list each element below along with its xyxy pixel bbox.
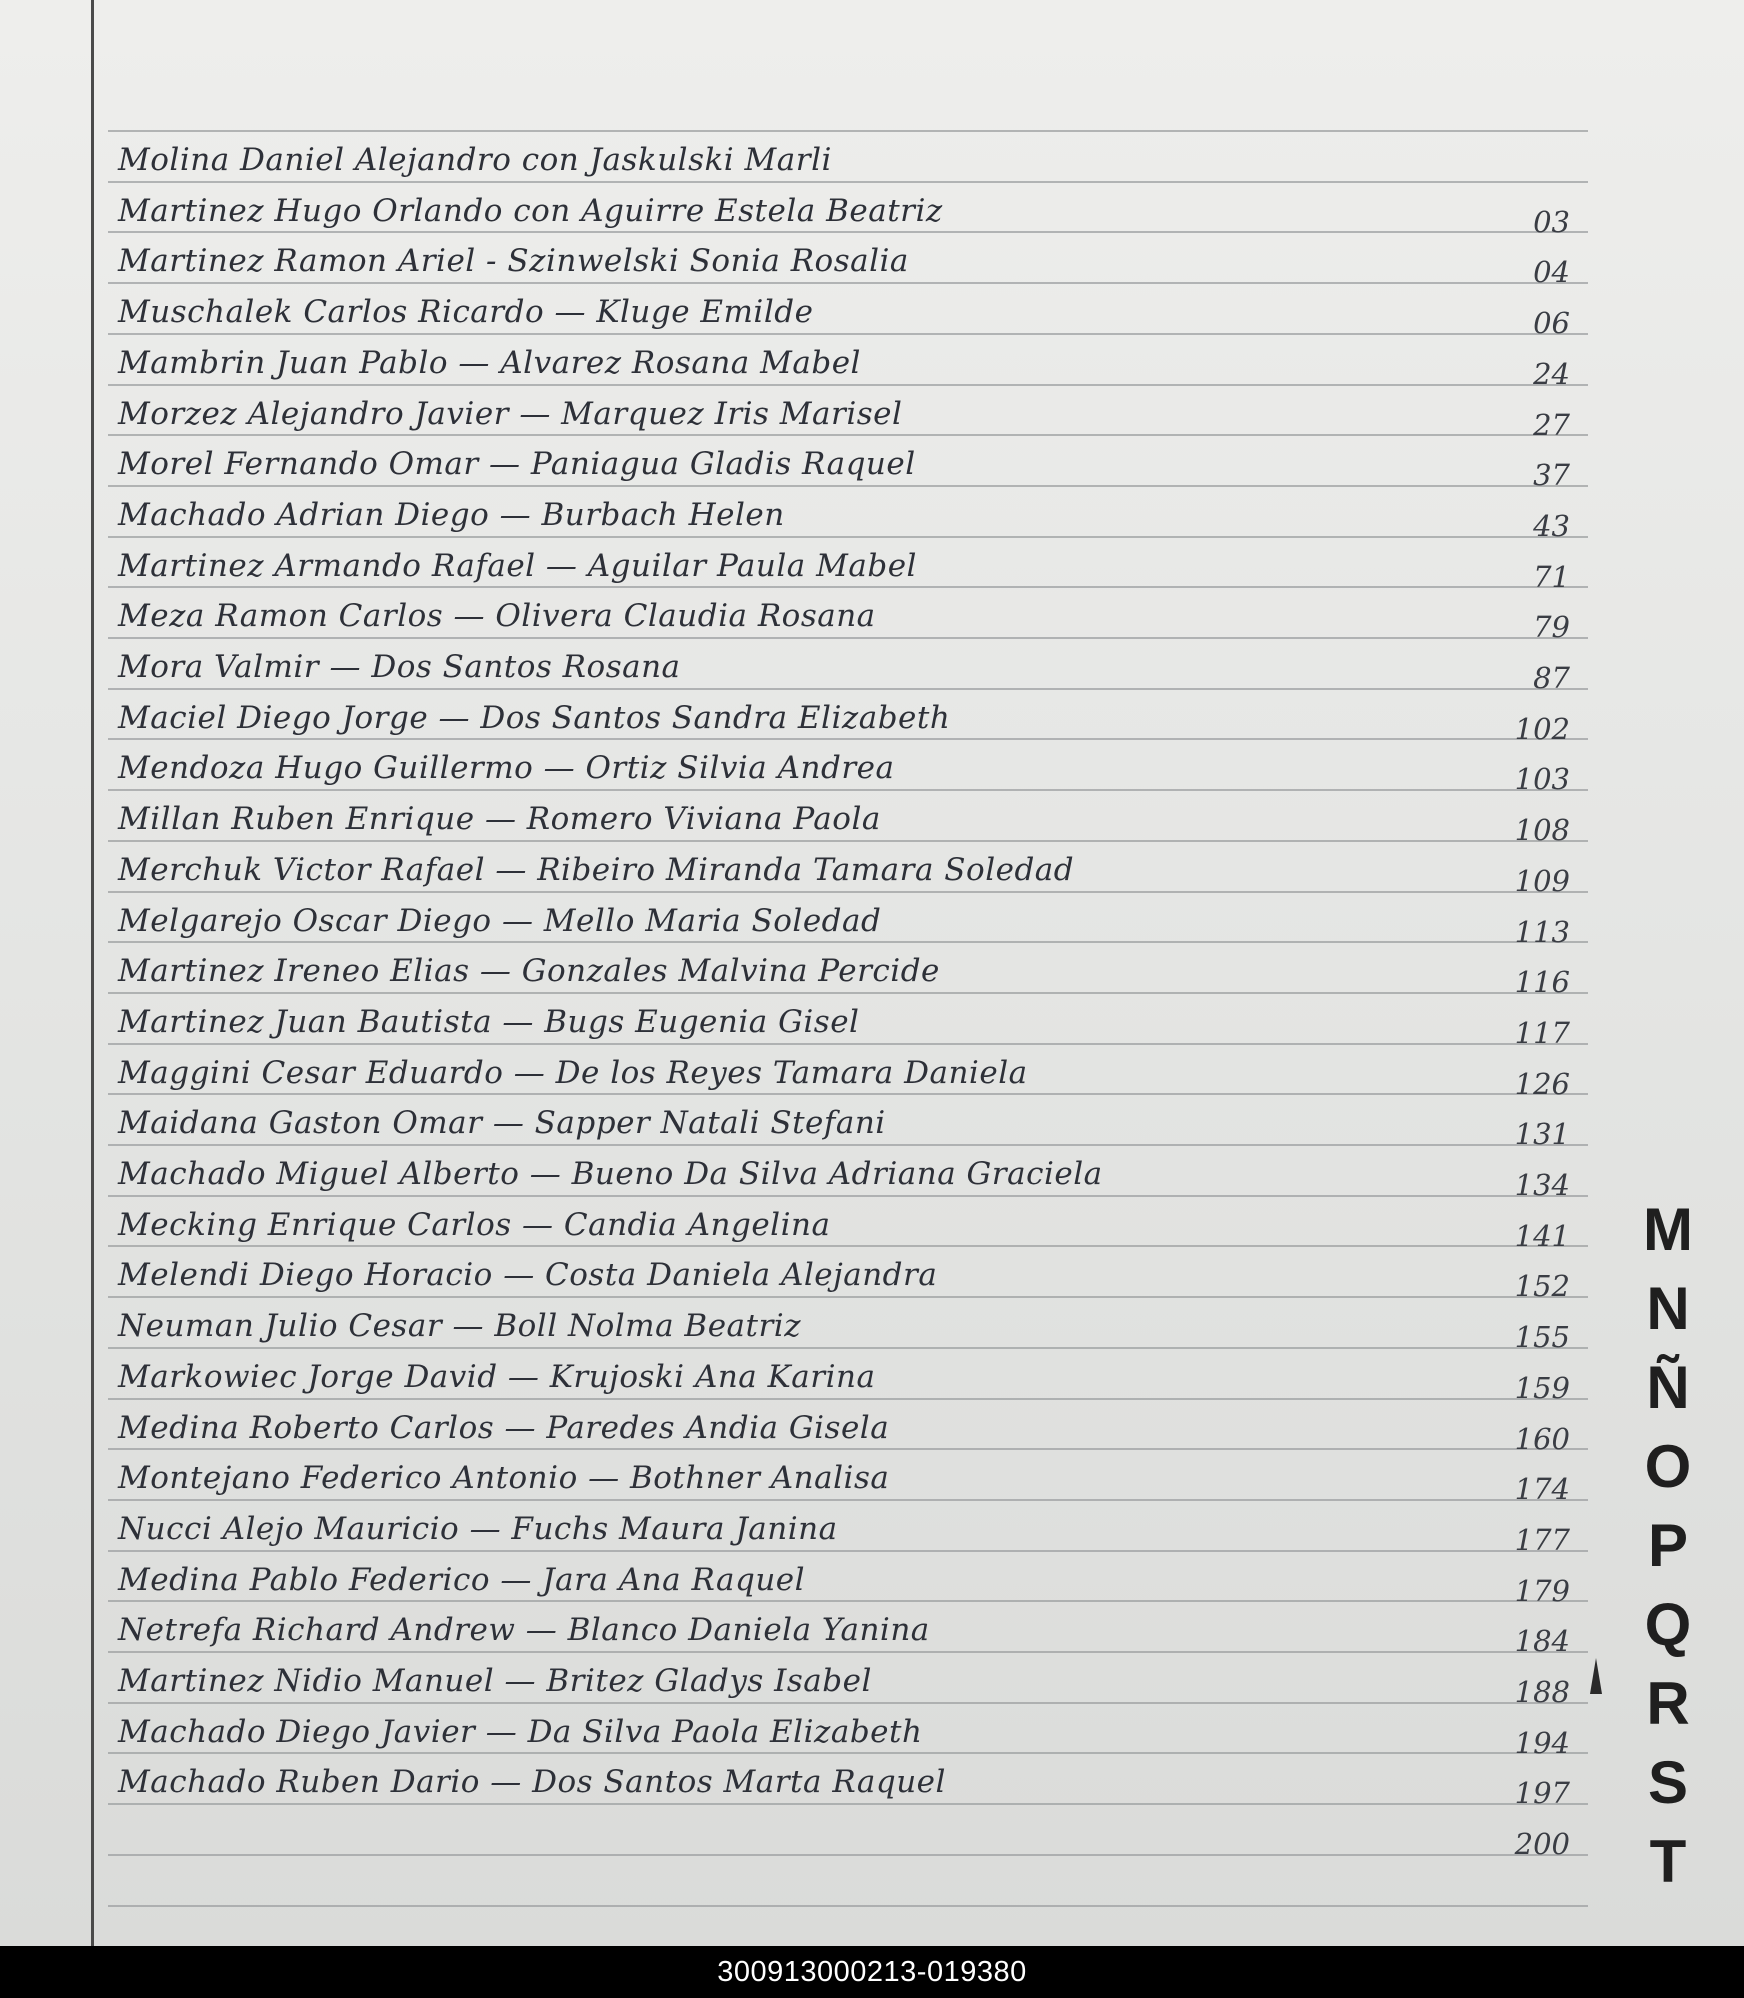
entry-page-number: 174 <box>1514 1472 1570 1506</box>
entry-names: Morel Fernando Omar — Paniagua Gladis Raquel <box>118 446 916 482</box>
entry-names: Martinez Armando Rafael — Aguilar Paula Mabel <box>118 548 917 584</box>
entry-names: Merchuk Victor Rafael — Ribeiro Miranda Tamara Soledad <box>118 852 1075 888</box>
entry-page-number: 102 <box>1514 712 1570 746</box>
list-item <box>0 1203 1620 1255</box>
entry-names: Maciel Diego Jorge — Dos Santos Sandra Elizabeth <box>118 700 951 736</box>
entry-names: Machado Diego Javier — Da Silva Paola Elizabeth <box>118 1714 923 1750</box>
entry-page-number: 200 <box>1514 1827 1570 1861</box>
list-item <box>0 1051 1620 1103</box>
list-item <box>0 746 1620 798</box>
entry-page-number: 116 <box>1514 965 1570 999</box>
list-item <box>0 1811 1620 1863</box>
entry-page-number: 131 <box>1514 1117 1570 1151</box>
entry-page-number: 194 <box>1514 1726 1570 1760</box>
list-item <box>0 392 1620 444</box>
entry-names: Machado Adrian Diego — Burbach Helen <box>118 497 785 533</box>
entry-page-number: 197 <box>1514 1776 1570 1810</box>
entry-names: Molina Daniel Alejandro con Jaskulski Marli <box>118 142 832 178</box>
entry-page-number: 188 <box>1514 1675 1570 1709</box>
entry-page-number: 04 <box>1533 255 1570 289</box>
entry-page-number: 152 <box>1514 1269 1570 1303</box>
entry-page-number: 37 <box>1533 458 1570 492</box>
list-item <box>0 290 1620 342</box>
entry-names: Markowiec Jorge David — Krujoski Ana Karina <box>118 1359 876 1395</box>
entry-names: Martinez Nidio Manuel — Britez Gladys Isabel <box>118 1663 872 1699</box>
list-item <box>0 1304 1620 1356</box>
entry-names: Machado Miguel Alberto — Bueno Da Silva Adriana Graciela <box>118 1156 1103 1192</box>
list-item <box>0 1659 1620 1711</box>
list-item <box>0 239 1620 291</box>
list-item <box>0 1101 1620 1153</box>
list-item <box>0 138 1620 190</box>
entry-names: Muschalek Carlos Ricardo — Kluge Emilde <box>118 294 814 330</box>
entry-page-number: 134 <box>1514 1168 1570 1202</box>
list-item <box>0 1608 1620 1660</box>
entry-page-number: 27 <box>1533 408 1570 442</box>
list-item <box>0 1507 1620 1559</box>
list-item <box>0 696 1620 748</box>
entry-names: Martinez Hugo Orlando con Aguirre Estela Beatriz <box>118 193 943 229</box>
entry-page-number: 03 <box>1533 205 1570 239</box>
list-item <box>0 1000 1620 1052</box>
entry-names: Neuman Julio Cesar — Boll Nolma Beatriz <box>118 1308 802 1344</box>
index-letter: M <box>1643 1196 1693 1263</box>
entry-page-number: 87 <box>1533 661 1570 695</box>
entry-page-number: 43 <box>1533 509 1570 543</box>
entry-page-number: 141 <box>1514 1219 1570 1253</box>
tab-marker-icon <box>1590 1658 1602 1694</box>
entry-names: Melgarejo Oscar Diego — Mello Maria Soledad <box>118 903 882 939</box>
list-item <box>0 1456 1620 1508</box>
entry-names: Montejano Federico Antonio — Bothner Analisa <box>118 1460 890 1496</box>
entry-page-number: 108 <box>1514 813 1570 847</box>
list-item <box>0 899 1620 951</box>
entry-names: Morzez Alejandro Javier — Marquez Iris Marisel <box>118 396 903 432</box>
list-item <box>0 341 1620 393</box>
entry-page-number: 179 <box>1514 1574 1570 1608</box>
entry-names: Machado Ruben Dario — Dos Santos Marta Raquel <box>118 1764 946 1800</box>
entry-names: Martinez Ramon Ariel - Szinwelski Sonia Rosalia <box>118 243 909 279</box>
entry-names: Melendi Diego Horacio — Costa Daniela Alejandra <box>118 1257 938 1293</box>
list-item <box>0 594 1620 646</box>
list-item <box>0 1710 1620 1762</box>
entry-names: Meza Ramon Carlos — Olivera Claudia Rosana <box>118 598 876 634</box>
list-item <box>0 1406 1620 1458</box>
index-letter: Q <box>1644 1591 1692 1658</box>
entry-names: Mambrin Juan Pablo — Alvarez Rosana Mabel <box>118 345 861 381</box>
index-letter: P <box>1647 1512 1689 1579</box>
entry-names: Medina Roberto Carlos — Paredes Andia Gisela <box>118 1410 890 1446</box>
list-item <box>0 645 1620 697</box>
list-item <box>0 848 1620 900</box>
entry-page-number: 155 <box>1514 1320 1570 1354</box>
entry-names: Netrefa Richard Andrew — Blanco Daniela Yanina <box>118 1612 930 1648</box>
entry-page-number: 126 <box>1514 1067 1570 1101</box>
list-item <box>0 1558 1620 1610</box>
list-item <box>0 1152 1620 1204</box>
entry-page-number: 113 <box>1514 915 1570 949</box>
entry-names: Martinez Ireneo Elias — Gonzales Malvina Percide <box>118 953 940 989</box>
entry-page-number: 71 <box>1533 560 1570 594</box>
index-letter: T <box>1649 1828 1687 1895</box>
entry-page-number: 159 <box>1514 1371 1570 1405</box>
entry-page-number: 109 <box>1514 864 1570 898</box>
entry-page-number: 103 <box>1514 762 1570 796</box>
list-item <box>0 949 1620 1001</box>
entry-page-number: 06 <box>1533 306 1570 340</box>
entry-names: Nucci Alejo Mauricio — Fuchs Maura Janina <box>118 1511 838 1547</box>
document-id: 300913000213-019380 <box>717 1955 1027 1988</box>
entry-names: Mendoza Hugo Guillermo — Ortiz Silvia Andrea <box>118 750 895 786</box>
list-item <box>0 797 1620 849</box>
entry-names: Mora Valmir — Dos Santos Rosana <box>118 649 681 685</box>
list-item <box>0 1760 1620 1812</box>
index-letter: Ñ <box>1646 1354 1690 1421</box>
list-item <box>0 189 1620 241</box>
entry-page-number: 79 <box>1533 610 1570 644</box>
entry-names: Millan Ruben Enrique — Romero Viviana Paola <box>118 801 881 837</box>
list-item <box>0 493 1620 545</box>
entry-names: Martinez Juan Bautista — Bugs Eugenia Gisel <box>118 1004 860 1040</box>
entry-page-number: 177 <box>1514 1523 1570 1557</box>
index-letter: N <box>1646 1275 1690 1342</box>
index-letter: S <box>1647 1749 1689 1816</box>
entry-names: Maggini Cesar Eduardo — De los Reyes Tamara Daniela <box>118 1055 1028 1091</box>
entry-names: Maidana Gaston Omar — Sapper Natali Stefani <box>118 1105 886 1141</box>
list-item <box>0 442 1620 494</box>
entry-names: Mecking Enrique Carlos — Candia Angelina <box>118 1207 831 1243</box>
entry-names: Medina Pablo Federico — Jara Ana Raquel <box>118 1562 806 1598</box>
entry-page-number: 117 <box>1514 1016 1570 1050</box>
list-item <box>0 544 1620 596</box>
entry-page-number: 184 <box>1514 1624 1570 1658</box>
list-item <box>0 1355 1620 1407</box>
entry-page-number: 24 <box>1533 357 1570 391</box>
entry-page-number: 160 <box>1514 1422 1570 1456</box>
index-letter: R <box>1646 1670 1690 1737</box>
alphabet-index <box>1628 1190 1708 1901</box>
footer-bar <box>0 1946 1744 1998</box>
index-letter: O <box>1644 1433 1692 1500</box>
list-item <box>0 1253 1620 1305</box>
